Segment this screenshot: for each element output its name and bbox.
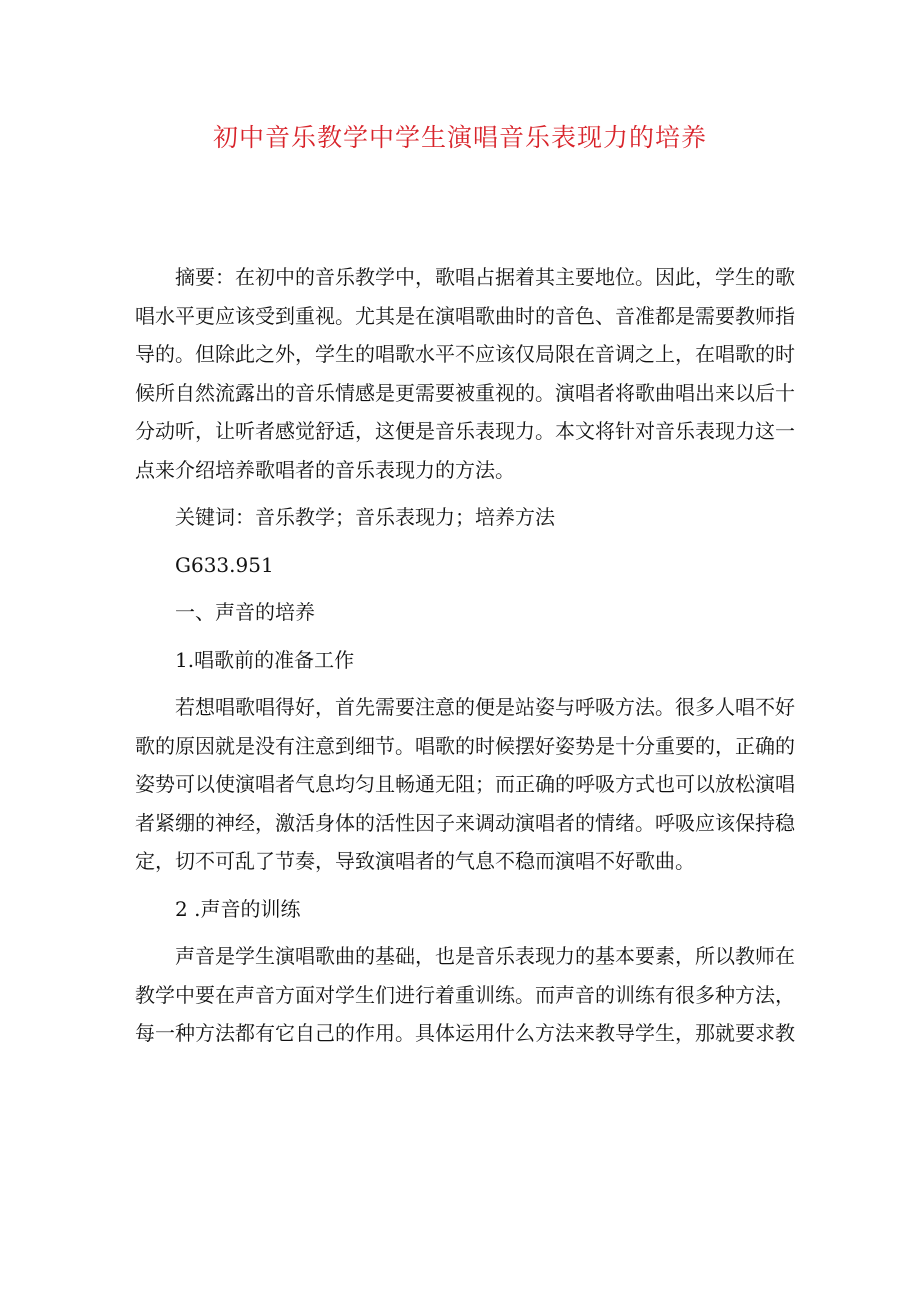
document-title: 初中音乐教学中学生演唱音乐表现力的培养 (212, 123, 707, 152)
section-heading-voice-training: 一、声音的培养 (175, 600, 315, 624)
abstract-paragraph: 摘要：在初中的音乐教学中，歌唱占据着其主要地位。因此，学生的歌唱水平更应该受到重视。尤其是在演唱歌曲时的音色、音准都是需要教师指导的。但除此之外，学生的唱歌水平不应该仅局限在音调之上，在唱歌的时候所自然流露出的音乐情感是更需要被重视的。演唱者将歌曲唱出来以后十分动听，让听者感觉舒适，这便是音乐表现力。本文将针对音乐表现力这一点来介绍培养歌唱者的音乐表现力的方法。 (135, 265, 795, 482)
preparation-paragraph: 若想唱歌唱得好，首先需要注意的便是站姿与呼吸方法。很多人唱不好歌的原因就是没有注意到细节。唱歌的时候摆好姿势是十分重要的，正确的姿势可以使演唱者气息均匀且畅通无阻；而正确的呼吸方式也可以放松演唱者紧绷的神经，激活身体的活性因子来调动演唱者的情绪。呼吸应该保持稳定，切不可乱了节奏，导致演唱者的气息不稳而演唱不好歌曲。 (135, 695, 795, 873)
keywords-line: 关键词：音乐教学；音乐表现力；培养方法 (175, 505, 555, 529)
subsection-heading-voice-practice: 2 .声音的训练 (175, 896, 301, 921)
classification-code: G633.951 (175, 552, 274, 577)
document-body (135, 258, 795, 1062)
subsection-heading-preparation: 1.唱歌前的准备工作 (175, 647, 355, 672)
voice-practice-paragraph: 声音是学生演唱歌曲的基础，也是音乐表现力的基本要素，所以教师在教学中要在声音方面对学生们进行着重训练。而声音的训练有很多种方法，每一种方法都有它自己的作用。具体运用什么方法来教导学生，那就要求教 (135, 944, 795, 1045)
